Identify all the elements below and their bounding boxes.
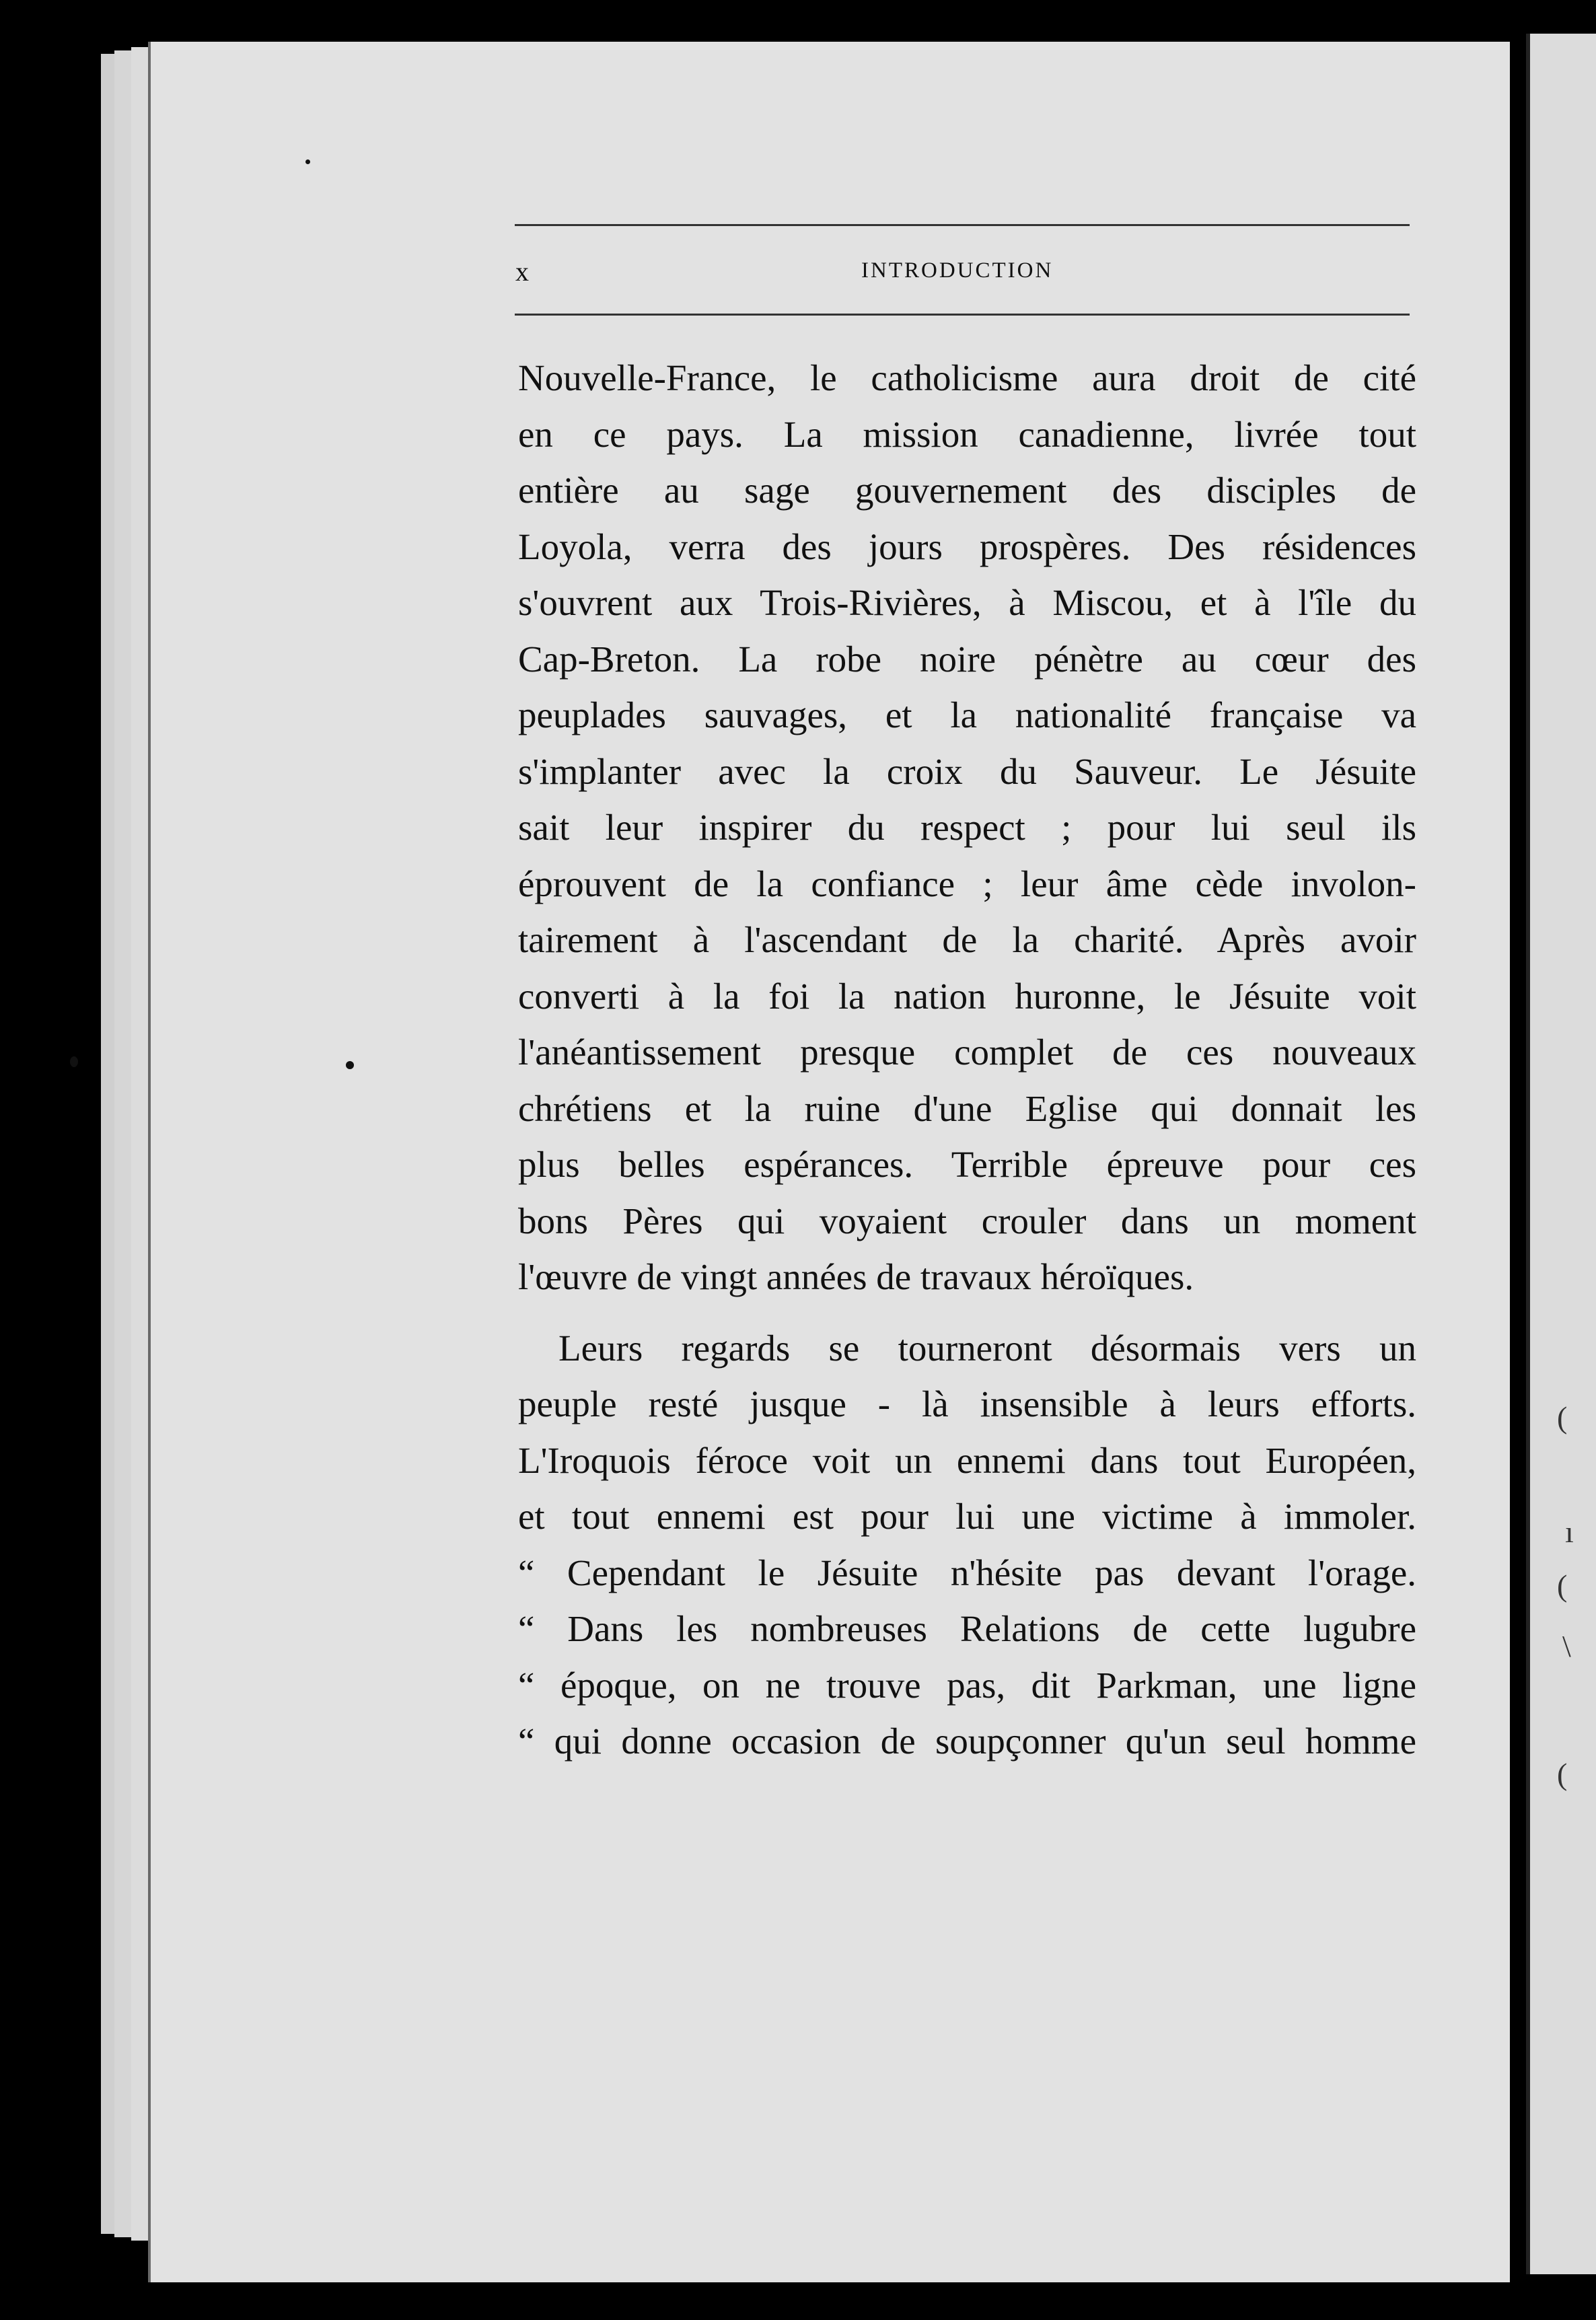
adjacent-page-glyph: ( <box>1557 1757 1568 1791</box>
body-text <box>518 350 1416 1770</box>
adjacent-page-glyph: ( <box>1557 1400 1568 1435</box>
text-line: l'œuvre de vingt années de travaux héroïques. <box>518 1256 1194 1297</box>
text-line: et tout ennemi est pour lui une victime à immoler. <box>518 1496 1416 1537</box>
text-line: s'ouvrent aux Trois-Rivières, à Miscou, et à l'île du <box>518 582 1416 623</box>
header-rule-bottom <box>515 314 1410 316</box>
running-head-title: INTRODUCTION <box>861 258 1054 283</box>
text-line: sait leur inspirer du respect ; pour lui seul ils <box>518 807 1416 848</box>
paragraph <box>518 350 1416 1305</box>
adjacent-page-glyph: \ <box>1562 1629 1571 1663</box>
text-line: “ Cependant le Jésuite n'hésite pas devant l'orage. <box>518 1552 1416 1593</box>
text-line: Nouvelle-France, le catholicisme aura droit de cité <box>518 357 1416 398</box>
text-line: l'anéantissement presque complet de ces nouveaux <box>518 1031 1416 1073</box>
text-line: “ Dans les nombreuses Relations de cette lugubre <box>518 1608 1416 1649</box>
scan-speck <box>70 1056 78 1067</box>
text-line: bons Pères qui voyaient crouler dans un moment <box>518 1200 1416 1241</box>
text-line: peuplades sauvages, et la nationalité française va <box>518 694 1416 735</box>
adjacent-page-edge <box>1526 34 1596 2274</box>
adjacent-page-glyph: ( <box>1557 1568 1568 1603</box>
scan-speck <box>305 159 310 164</box>
text-line: peuple resté jusque - là insensible à leurs efforts. <box>518 1383 1416 1424</box>
text-line: “ qui donne occasion de soupçonner qu'un seul homme <box>518 1720 1416 1762</box>
text-line: plus belles espérances. Terrible épreuve pour ces <box>518 1144 1416 1185</box>
text-line: L'Iroquois féroce voit un ennemi dans tout Européen, <box>518 1439 1416 1481</box>
page-number: x <box>515 256 529 287</box>
text-line: s'implanter avec la croix du Sauveur. Le Jésuite <box>518 750 1416 792</box>
paragraph <box>518 1320 1416 1770</box>
text-line: Cap-Breton. La robe noire pénètre au cœur des <box>518 638 1416 680</box>
text-line: Loyola, verra des jours prospères. Des résidences <box>518 525 1416 567</box>
adjacent-page-glyph: ı <box>1565 1515 1574 1549</box>
text-line: Leurs regards se tourneront désormais vers un <box>558 1327 1416 1369</box>
text-line: “ époque, on ne trouve pas, dit Parkman, une ligne <box>518 1664 1416 1706</box>
text-line: tairement à l'ascendant de la charité. Après avoir <box>518 919 1416 960</box>
header-rule-top <box>515 224 1410 226</box>
text-line: éprouvent de la confiance ; leur âme cède involon- <box>518 863 1416 904</box>
text-line: converti à la foi la nation huronne, le Jésuite voit <box>518 975 1416 1017</box>
scan-speck <box>346 1061 354 1069</box>
text-line: chrétiens et la ruine d'une Eglise qui donnait les <box>518 1087 1416 1129</box>
text-line: en ce pays. La mission canadienne, livrée tout <box>518 413 1416 455</box>
text-line: entière au sage gouvernement des disciples de <box>518 470 1416 511</box>
